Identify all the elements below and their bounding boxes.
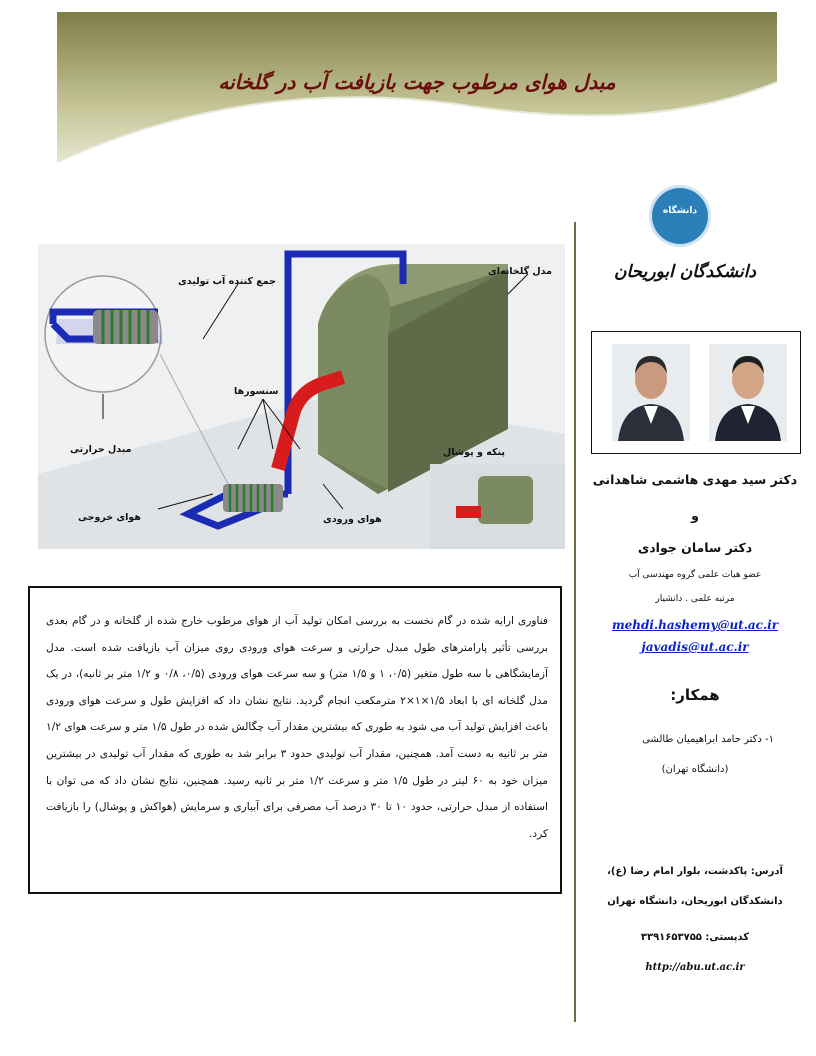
university-logo	[652, 188, 708, 244]
collaborator-1: ۱- دکتر حامد ابراهیمیان طالشی	[642, 734, 774, 745]
postal-code: کدپستی: ۳۳۹۱۶۵۳۷۵۵	[640, 932, 750, 943]
vertical-divider	[574, 222, 576, 1022]
email-link-2[interactable]: javadis@ut.ac.ir	[641, 640, 749, 654]
header-banner	[57, 12, 777, 190]
abstract-text: فناوری ارایه شده در گام نخست به بررسی امکان تولید آب از هوای مرطوب خارج شده از گلخانه و در گام بعدی بررسی تأثیر پارامترهای طول مبدل حرارتی و سرعت هوای ورودی روی میزان آب بازیافت شده است. مدل آزمایشگاهی با سه طول متغیر (۰/۵، ۱ و ۱/۵ متر) و سه سرعت هوای ورودی (۰/۵، ۰/۸ و ۱/۲ متر بر ثانیه)، در یک مدل گلخانه ای با ابعاد ۱/۵×۱×۲ مترمکعب انجام گردید. نتایج نشان داد که افزایش طول و سرعت هوای ورودی باعث افزایش تولید آب می شود به طوری که بیشترین مقدار آب چگالش شده در طول ۱/۵ متر و سرعت هوای ۱/۲ متر بر ثانیه به دست آمد. همچنین، مقدار آب تولیدی حدود ۳ برابر شد به طوری که مقدار آب تولیدی در بیشترین میزان خود به ۶۰ لیتر در طول ۱/۵ متر و سرعت ۱/۲ متر بر ثانیه رسید. همچنین، نتایج نشان داد که می توان با استفاده از مبدل حرارتی، حدود ۱۰ تا ۳۰ درصد آب مصرفی برای آبیاری و سرمایش (هواکش و پوشال) را بازیافت کرد.	[46, 615, 549, 840]
author-2: دکتر سامان جوادی	[637, 540, 753, 555]
author-photo-1	[709, 344, 787, 441]
email-link-1[interactable]: mehdi.hashemy@ut.ac.ir	[611, 618, 779, 632]
collaborator-heading: همکار:	[670, 686, 720, 704]
address-line-1: آدرس: پاکدشت، بلوار امام رضا (ع)،	[607, 866, 783, 877]
label-sensors: سنسورها	[234, 386, 279, 397]
website-link[interactable]: http://abu.ut.ac.ir	[645, 962, 745, 973]
author-photo-2	[612, 344, 690, 441]
abstract-box	[28, 586, 562, 894]
page-title: مبدل هوای مرطوب جهت بازیافت آب در گلخانه	[218, 70, 616, 94]
heat-exchanger-diagram	[38, 244, 565, 549]
author-role-1: عضو هیات علمی گروه مهندسی آب	[628, 570, 762, 580]
header-background	[57, 12, 777, 190]
label-fan-pad: پنکه و پوشال	[443, 447, 505, 458]
label-heat-exchanger: مبدل حرارتی	[70, 444, 132, 455]
faculty-name: دانشکدگان ابوریحان	[614, 262, 756, 282]
collaborator-1-affiliation: (دانشگاه تهران)	[661, 764, 729, 775]
author-and: و	[691, 508, 699, 523]
author-role-2: مرتبه علمی . دانشیار	[655, 594, 735, 604]
label-inlet-air: هوای ورودی	[323, 514, 382, 525]
author-photos	[591, 331, 801, 454]
label-outlet-air: هوای خروجی	[78, 512, 141, 523]
logo-text: دانشگاه	[662, 206, 698, 216]
address-line-2: دانشکدگان ابوریحان، دانشگاه تهران	[607, 896, 783, 907]
label-collector: جمع کننده آب تولیدی	[178, 276, 276, 287]
author-1: دکتر سید مهدی هاشمی شاهدانی	[592, 472, 798, 487]
label-greenhouse-model: مدل گلخانه‌ای	[488, 266, 553, 277]
system-figure	[38, 244, 565, 549]
